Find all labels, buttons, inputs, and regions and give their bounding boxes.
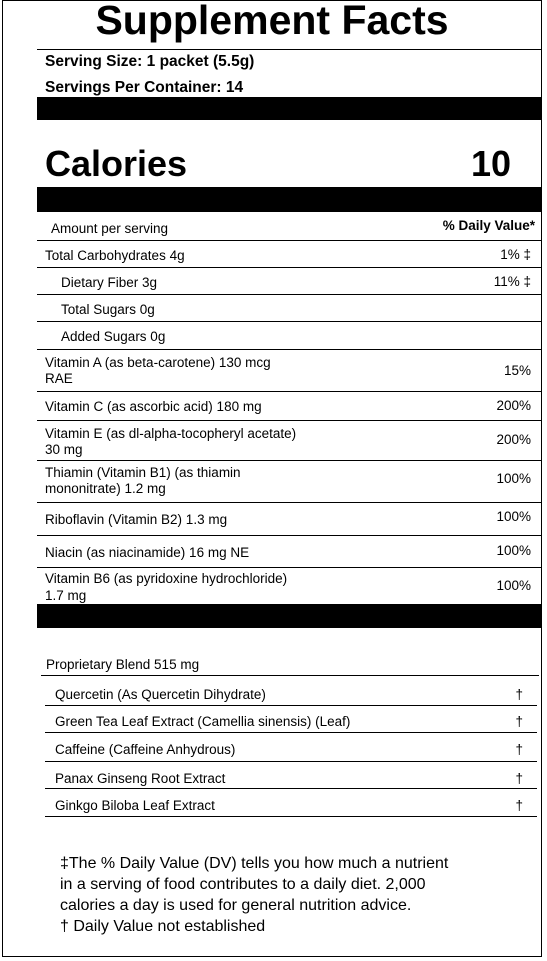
nutrient-name-cont: mononitrate) 1.2 mg (45, 481, 166, 496)
footnote (60, 853, 520, 937)
blend-item-row (45, 762, 537, 789)
nutrient-row (37, 421, 541, 461)
nutrient-row (37, 295, 541, 322)
dv-header-row (37, 212, 541, 241)
nutrient-name: Added Sugars 0g (61, 329, 166, 344)
nutrient-dv: 200% (496, 398, 531, 413)
nutrient-dv: 15% (503, 363, 531, 378)
blend-item-row (45, 789, 537, 817)
nutrient-name: Thiamin (Vitamin B1) (as thiamin (45, 465, 241, 480)
nutrient-name-cont: 30 mg (45, 442, 83, 457)
nutrient-name-cont: 1.7 mg (45, 588, 87, 603)
blend-item-dv: † (515, 742, 523, 757)
blend-item-dv: † (515, 798, 523, 813)
nutrient-row (37, 241, 541, 268)
serving-size: Serving Size: 1 packet (5.5g) (45, 53, 255, 70)
nutrient-dv: 100% (496, 509, 531, 524)
nutrient-name: Vitamin C (as ascorbic acid) 180 mg (45, 399, 262, 414)
nutrient-row (37, 503, 541, 536)
nutrient-name: Riboflavin (Vitamin B2) 1.3 mg (45, 512, 228, 527)
amount-per-serving-label: Amount per serving (51, 221, 169, 236)
nutrient-dv: 100% (496, 543, 531, 558)
divider-thick (37, 604, 541, 628)
nutrient-row (37, 322, 541, 350)
nutrient-row (37, 568, 541, 604)
nutrient-name: Niacin (as niacinamide) 16 mg NE (45, 545, 250, 560)
blend-item-name: Panax Ginseng Root Extract (55, 771, 226, 786)
nutrient-row (37, 268, 541, 295)
servings-per-container: Servings Per Container: 14 (45, 79, 244, 96)
divider-thick (37, 97, 541, 120)
blend-item-name: Green Tea Leaf Extract (Camellia sinensis) (Leaf) (55, 714, 351, 729)
divider-thin (37, 49, 541, 50)
blend-item-name: Ginkgo Biloba Leaf Extract (55, 798, 215, 813)
blend-item-row (45, 706, 537, 733)
blend-item-row (45, 733, 537, 762)
blend-item-dv: † (515, 771, 523, 786)
nutrient-row (37, 461, 541, 503)
panel-title: Supplement Facts (95, 0, 449, 43)
calories-value: 10 (470, 143, 511, 184)
nutrient-name: Total Sugars 0g (61, 302, 155, 317)
calories-label: Calories (45, 143, 188, 184)
nutrient-dv: 1% ‡ (500, 247, 531, 262)
nutrient-row (37, 392, 541, 421)
nutrient-row (37, 536, 541, 568)
blend-item-dv: † (515, 687, 523, 702)
nutrient-dv: 100% (496, 471, 531, 486)
proprietary-blend-label: Proprietary Blend 515 mg (46, 657, 200, 672)
supplement-facts-panel (2, 0, 542, 957)
nutrient-row (37, 350, 541, 392)
nutrient-name: Vitamin A (as beta-carotene) 130 mcg (45, 355, 271, 370)
nutrient-name: Vitamin B6 (as pyridoxine hydrochloride) (45, 571, 288, 586)
blend-item-dv: † (515, 714, 523, 729)
nutrient-name: Dietary Fiber 3g (61, 275, 158, 290)
blend-item-row (45, 683, 537, 706)
divider-thin (41, 675, 539, 676)
nutrient-dv: 200% (496, 432, 531, 447)
daily-value-label: % Daily Value* (442, 218, 535, 233)
nutrient-name-cont: RAE (45, 371, 73, 386)
nutrient-name: Vitamin E (as dl-alpha-tocopheryl acetate) (45, 426, 297, 441)
divider-thick (37, 187, 541, 212)
footnote-line: in a serving of food contributes to a daily diet. 2,000 (60, 876, 426, 893)
nutrient-dv: 11% ‡ (493, 274, 531, 289)
footnote-line: ‡The % Daily Value (DV) tells you how much a nutrient (60, 855, 449, 872)
nutrient-dv: 100% (496, 578, 531, 593)
footnote-line: † Daily Value not established (60, 918, 266, 935)
footnote-line: calories a day is used for general nutrition advice. (60, 897, 412, 914)
blend-item-name: Quercetin (As Quercetin Dihydrate) (55, 687, 266, 702)
blend-item-name: Caffeine (Caffeine Anhydrous) (55, 742, 236, 757)
nutrient-name: Total Carbohydrates 4g (45, 248, 185, 263)
